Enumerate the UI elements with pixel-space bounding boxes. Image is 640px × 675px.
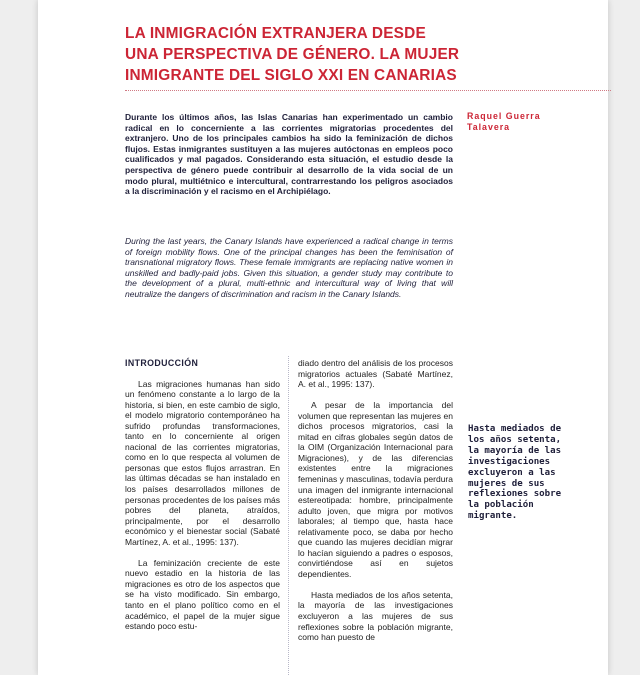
body-paragraph: Las migraciones humanas han sido un fenómeno constante a lo largo de la historia, si bien, en este cambio de siglo, el modelo migratorio contemporáneo ha sufrido profundas transformaciones, tanto en lo concerniente al origen nacional de las corrientes migratorias, como en lo que respecta al volumen de personas que estos flujos arrastran. En las últimas décadas se han instalado en los países desarrollados millones de personas procedentes de los países más pobres del planeta, atraídos, principalmente, por el desarrollo económico y el bienestar social (Sabaté Martínez, A. et al., 1995: 137). [125, 378, 280, 547]
pull-quote-line: investigaciones [468, 456, 551, 467]
title-line: INMIGRANTE DEL SIGLO XXI EN CANARIAS [125, 67, 457, 84]
title-divider [125, 90, 611, 91]
pull-quote-line: mujeres de sus [468, 478, 545, 489]
body-paragraph: diado dentro del análisis de los procesos migratorios actuales (Sabaté Martínez, A. et al., 1995: 137). [298, 358, 453, 390]
page-sheet [38, 0, 608, 675]
abstract-english: During the last years, the Canary Islands have experienced a radical change in terms of foreign mobility flows. One of the principal changes has been the feminisation of transnational migratory flows. These female immigrants are replacing native women in unskilled and badly-paid jobs. Given this situation, a gender study may contribute to the development of a plural, multi-ethnic and intercultural way of living that will neutralize the dangers of discrimination and racism in the Canary Islands. [125, 236, 453, 299]
body-paragraph: A pesar de la importancia del volumen que representan las mujeres en dichos procesos migratorios, casi la mitad en cifras globales según datos de la OIM (Organización Internacional para Migraciones), y de las diferencias existentes entre la migraciones femeninas y masculinas, todavía perdura una imagen del inmigrante internacional estereotipada: hombre, principalmente adulto joven, que migra por motivos laborales; al tiempo que, hasta hace relativamente poco, se daba por hecho que cuando las mujeres decidían migrar lo hacían siguiendo a padres o esposos, convirtiéndose así en sujetos dependientes. [298, 400, 453, 579]
title-line: LA INMIGRACIÓN EXTRANJERA DESDE [125, 25, 426, 42]
section-heading: INTRODUCCIÓN [125, 358, 199, 368]
body-paragraph: Hasta mediados de los años setenta, la mayoría de las investigaciones excluyeron a las mujeres de sus reflexiones sobre la población migrante, como han puesto de [298, 589, 453, 643]
abstract-spanish: Durante los últimos años, las Islas Canarias han experimentado un cambio radical en lo concerniente a las corrientes migratorias procedentes del extranjero. Uno de los principales cambios ha sido la feminización de dichos flujos. Estas inmigrantes sustituyen a las mujeres autóctonas en empleos poco cualificados y mal pagados. Considerando esta situación, el estudio desde la perspectiva de género puede contribuir al desarrollo de la vida social de un modo plural, multiétnico e intercultural, contrarrestando los peligros asociados a la discriminación y el racismo en el Archipiélago. [125, 112, 453, 197]
author-line: Talavera [467, 121, 511, 132]
pull-quote-line: Hasta mediados de [468, 424, 562, 434]
body-column-middle [298, 358, 453, 653]
author-name [467, 111, 587, 133]
column-divider [288, 356, 289, 675]
article-title [125, 23, 545, 86]
pull-quote-line: la población [468, 500, 534, 511]
pull-quote-line: la mayoría de las [468, 445, 562, 456]
pull-quote-line: los años setenta, [468, 434, 562, 445]
title-line: UNA PERSPECTIVA DE GÉNERO. LA MUJER [125, 46, 460, 63]
pull-quote-line: migrante. [468, 511, 518, 522]
author-line: Raquel Guerra [467, 111, 541, 121]
pull-quote [468, 424, 598, 522]
pull-quote-line: excluyeron a las [468, 467, 556, 478]
pull-quote-line: reflexiones sobre [468, 489, 562, 500]
body-paragraph: La feminización creciente de este nuevo estadio en la historia de las migraciones es otro de los aspectos que se ha visto modificado. Sin embargo, tanto en el plano político como en el académico, el papel de la mujer sigue estando poco estu- [125, 557, 280, 632]
body-column-left [125, 358, 280, 642]
